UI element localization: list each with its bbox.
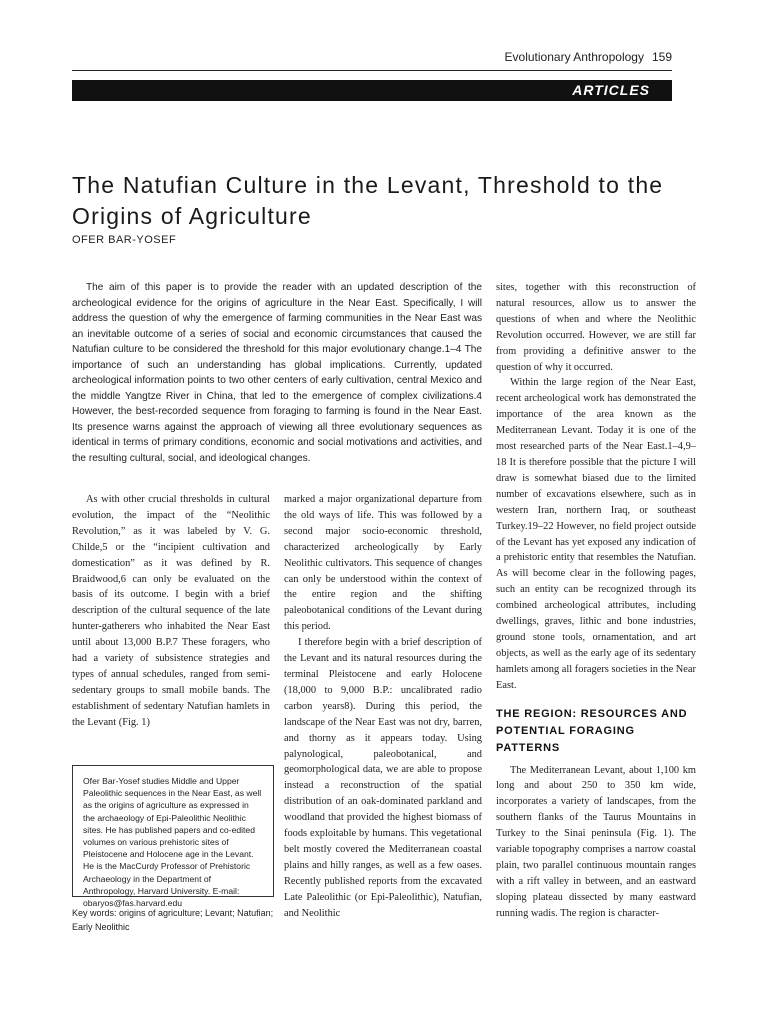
- body-column-3: [496, 280, 696, 922]
- journal-name: Evolutionary Anthropology: [504, 50, 644, 64]
- section-banner: [72, 80, 672, 101]
- paragraph: The Mediterranean Levant, about 1,100 km long and about 250 to 350 km wide, incorporates a variety of landscapes, from the southern flanks of the Taurus Mountains in Turkey to the Sinai peninsula (Fig. 1). The variable topography comprises a narrow coastal plain, two parallel continuous mountain ranges with a rift valley in between, and an eastward sloping plateau dissected by many eastward running wadis. The region is character-: [496, 764, 696, 919]
- section-label: ARTICLES: [572, 82, 650, 98]
- article-author: OFER BAR-YOSEF: [72, 234, 177, 246]
- author-bio: Ofer Bar-Yosef studies Middle and Upper Paleolithic sequences in the Near East, as well as the origins of agriculture as expressed in the archaeology of Epi-Paleolithic Neolithic sites. He has published papers and co-edited volumes on various prehistoric sites of Pleistocene and Holocene age in the Levant. He is the MacCurdy Professor of Prehistoric Archaeology in the Department of Anthropology, Harvard University. E-mail: obaryos@fas.harvard.edu: [83, 776, 262, 909]
- keywords: Key words: origins of agriculture; Levant; Natufian; Early Neolithic: [72, 908, 274, 932]
- author-bio-box: [72, 765, 274, 909]
- paragraph: As with other crucial thresholds in cultural evolution, the impact of the “Neolithic Revolution,” as it was labeled by V. G. Childe,5 or the “incipient cultivation and domestication” as it was defined by R. Braidwood,6 can only be evaluated on the basis of its outcome. I begin with a brief description of the cultural sequence of the late hunter-gatherers who inhabited the Near East until about 13,000 B.P.7 These foragers, who had a variety of subsistence strategies and types of annual schedules, ranged from semi-sedentary groups to small mobile bands. The establishment of sedentary Natufian hamlets in the Levant (Fig. 1): [72, 494, 270, 728]
- page-number: 159: [651, 50, 672, 64]
- abstract: The aim of this paper is to provide the reader with an updated description of the archeological evidence for the origins of agriculture in the Near East. Specifically, I will address the question of why the emergence of farming communities in the Near East was an inevitable outcome of a series of social and economic circumstances that caused the Natufian culture to be considered the threshold for this major evolutionary change.1–4 The importance of such an understanding has global implications. Currently, updated archeological information points to two other centers of early cultivation, central Mexico and the middle Yangtze River in China, that led to the emergence of complex civilizations.4 However, the best-recorded sequence from foraging to farming is found in the Near East. Its presence warns against the approach of viewing all three evolutionary sequences as identical in terms of primary conditions, economic and social motivations and activities, and the resulting cultural, social, and ideological changes.: [72, 282, 482, 464]
- article-title: The Natufian Culture in the Levant, Threshold to the Origins of Agriculture: [72, 172, 664, 229]
- body-column-2: [284, 492, 482, 921]
- paragraph: Within the large region of the Near East, recent archeological work has demonstrated the importance of the area known as the Mediterranean Levant. Today it is one of the most researched parts of the Near East.1–4,9–18 It is therefore possible that the picture I will draw is somewhat biased due to the limited number of excavations elsewhere, such as in western Iran, northern Iraq, or southeast Turkey.19–22 However, no field project outside of the Levant has yet exposed any indication of a prehistoric entity that resembles the Natufian. As will become clear in the following pages, such an entity can be recognized through its combined archeological attributes, including dwellings, graves, lithic and bone industries, ground stone tools, ornamentation, and art objects, as well as the early age of its sedentary hamlets among all foragers societies in the Near East.: [496, 377, 696, 691]
- body-column-1: [72, 492, 270, 731]
- section-heading: THE REGION: RESOURCES AND POTENTIAL FORAGING PATTERNS: [496, 707, 688, 754]
- paragraph: sites, together with this reconstruction of natural resources, allow us to answer the questions of when and where the Neolithic Revolution occurred. However, we are still far from providing a definitive answer to the question of why it occurred.: [496, 282, 696, 373]
- running-head: [505, 50, 672, 64]
- paragraph: I therefore begin with a brief description of the Levant and its natural resources during the terminal Pleistocene and early Holocene (18,000 to 9,000 B.P.: uncalibrated radio carbon years8). During this period, the landscape of the Near East was not dry, barren, and thorny as it appears today. Using palynological, paleobotanical, and geomorphological data, we are able to propose instead a reconstruction of the spatial distribution of an oak-dominated parkland and woodland that provided the highest biomass of foods exploitable by humans. This vegetational belt mostly covered the Mediterranean coastal plains and hilly ranges, as well as a few oases. Recently published reports from the excavated Late Paleolithic (or Epi-Paleolithic), Natufian, and Neolithic: [284, 637, 482, 919]
- paragraph: marked a major organizational departure from the old ways of life. This was followed by a second major socio-economic threshold, characterized archeologically by Early Neolithic cultivators. This sequence of changes can only be understood within the context of the entire region and the shifting paleobotanical conditions of the Levant during this period.: [284, 494, 482, 633]
- header-rule: [72, 70, 672, 71]
